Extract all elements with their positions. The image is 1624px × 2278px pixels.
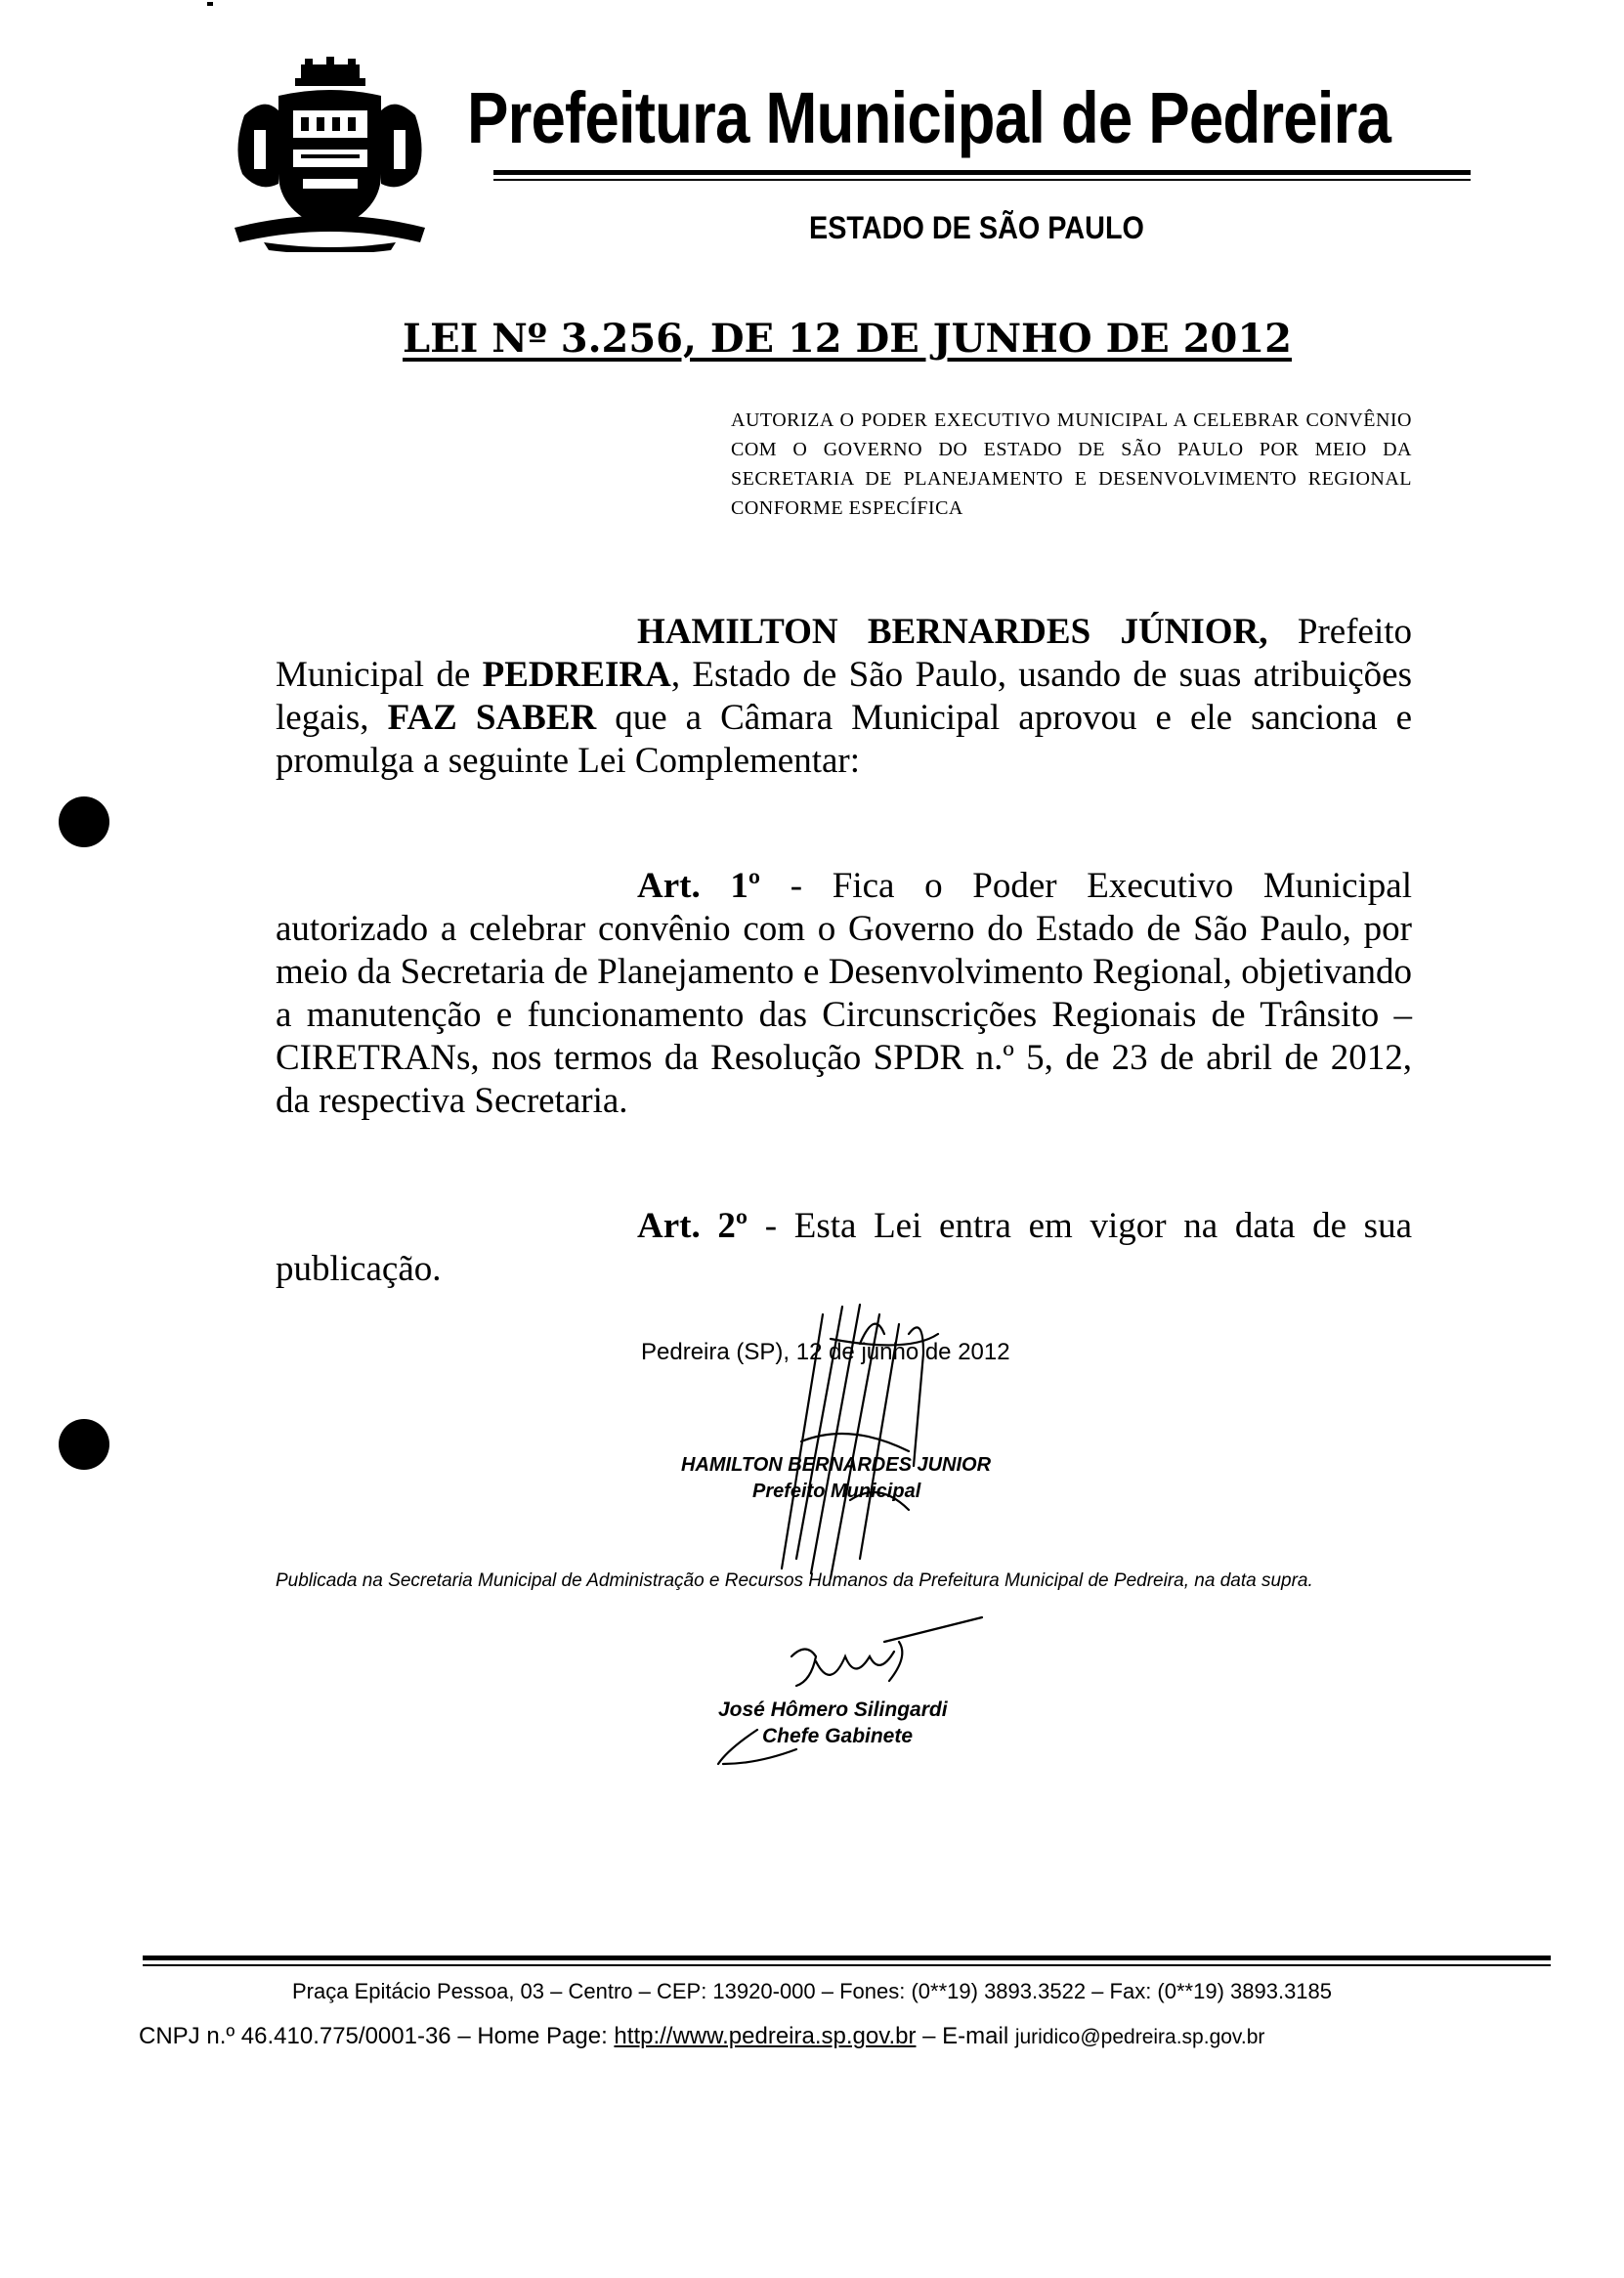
intro-text: que a Câmara Municipal aprovou e ele sanciona e promulga a seguinte Lei Complementar: — [276, 698, 1412, 781]
chief-name: José Hômero Silingardi — [718, 1698, 948, 1721]
email-label: – E-mail — [916, 2023, 1015, 2049]
law-title: LEI Nº 3.256, DE 12 DE JUNHO DE 2012 — [403, 316, 1292, 362]
binder-hole — [59, 796, 109, 847]
homepage-link[interactable]: http://www.pedreira.sp.gov.br — [614, 2023, 917, 2049]
scan-mark — [207, 2, 213, 6]
header-divider-thin — [493, 179, 1471, 181]
intro-text: Prefeito Municipal de — [276, 612, 1413, 695]
footer-divider-thin — [143, 1964, 1551, 1966]
email-link[interactable]: juridico@pedreira.sp.gov.br — [1014, 2026, 1265, 2048]
footer-divider — [143, 1956, 1551, 1960]
cnpj-text: CNPJ n.º 46.410.775/0001-36 – Home Page: — [139, 2023, 615, 2049]
article-label: Art. 1º — [637, 866, 761, 906]
article-1 — [276, 865, 1412, 1123]
article-label: Art. 2º — [637, 1206, 748, 1246]
law-summary: AUTORIZA O PODER EXECUTIVO MUNICIPAL A CELEBRAR CONVÊNIO COM O GOVERNO DO ESTADO DE SÃO PAULO POR MEIO DA SECRETARIA DE PLANEJAMENTO E DESENVOLVIMENTO REGIONAL CONFORME ESPECÍFICA — [731, 409, 1412, 519]
footer-contact — [139, 2023, 1264, 2050]
page-title: Prefeitura Municipal de Pedreira — [467, 77, 1391, 158]
footer-address: Praça Epitácio Pessoa, 03 – Centro – CEP: 13920-000 – Fones: (0**19) 3893.3522 – Fax: (0**19) 3893.3185 — [291, 1979, 1333, 2003]
header-divider — [493, 170, 1471, 175]
city-name: PEDREIRA — [482, 655, 671, 695]
place-date: Pedreira (SP), 12 de junho de 2012 — [641, 1339, 1010, 1365]
intro-text: , Estado de São Paulo, usando de suas atribuições legais, — [276, 655, 1412, 738]
mayor-name: HAMILTON BERNARDES JÚNIOR, — [637, 612, 1268, 652]
article-text: - Esta Lei entra em vigor na data de sua publicação. — [276, 1206, 1412, 1289]
article-text: - Fica o Poder Executivo Municipal autorizado a celebrar convênio com o Governo do Estado de São Paulo, por meio da Secretaria de Planejamento e Desenvolvimento Regional, objetivando a manutenção e funcionamento das Circunscrições Regionais de Trânsito – CIRETRANs, nos termos da Resolução SPDR n.º 5, de 23 de abril de 2012, da respectiva Secretaria. — [276, 866, 1412, 1121]
publication-note: Publicada na Secretaria Municipal de Administração e Recursos Humanos da Prefeitura Municipal de Pedreira, na data supra. — [276, 1570, 1313, 1591]
state-subtitle: ESTADO DE SÃO PAULO — [809, 210, 1144, 245]
chief-role: Chefe Gabinete — [762, 1725, 914, 1747]
mayor-signature — [713, 1295, 1036, 1588]
coat-of-arms-icon — [225, 57, 435, 252]
article-2 — [276, 1205, 1412, 1291]
signatory-role: Prefeito Municipal — [752, 1481, 921, 1502]
intro-paragraph — [276, 611, 1412, 783]
signatory-name: HAMILTON BERNARDES JUNIOR — [681, 1454, 992, 1476]
binder-hole — [59, 1419, 109, 1470]
faz-saber: FAZ SABER — [387, 698, 597, 738]
